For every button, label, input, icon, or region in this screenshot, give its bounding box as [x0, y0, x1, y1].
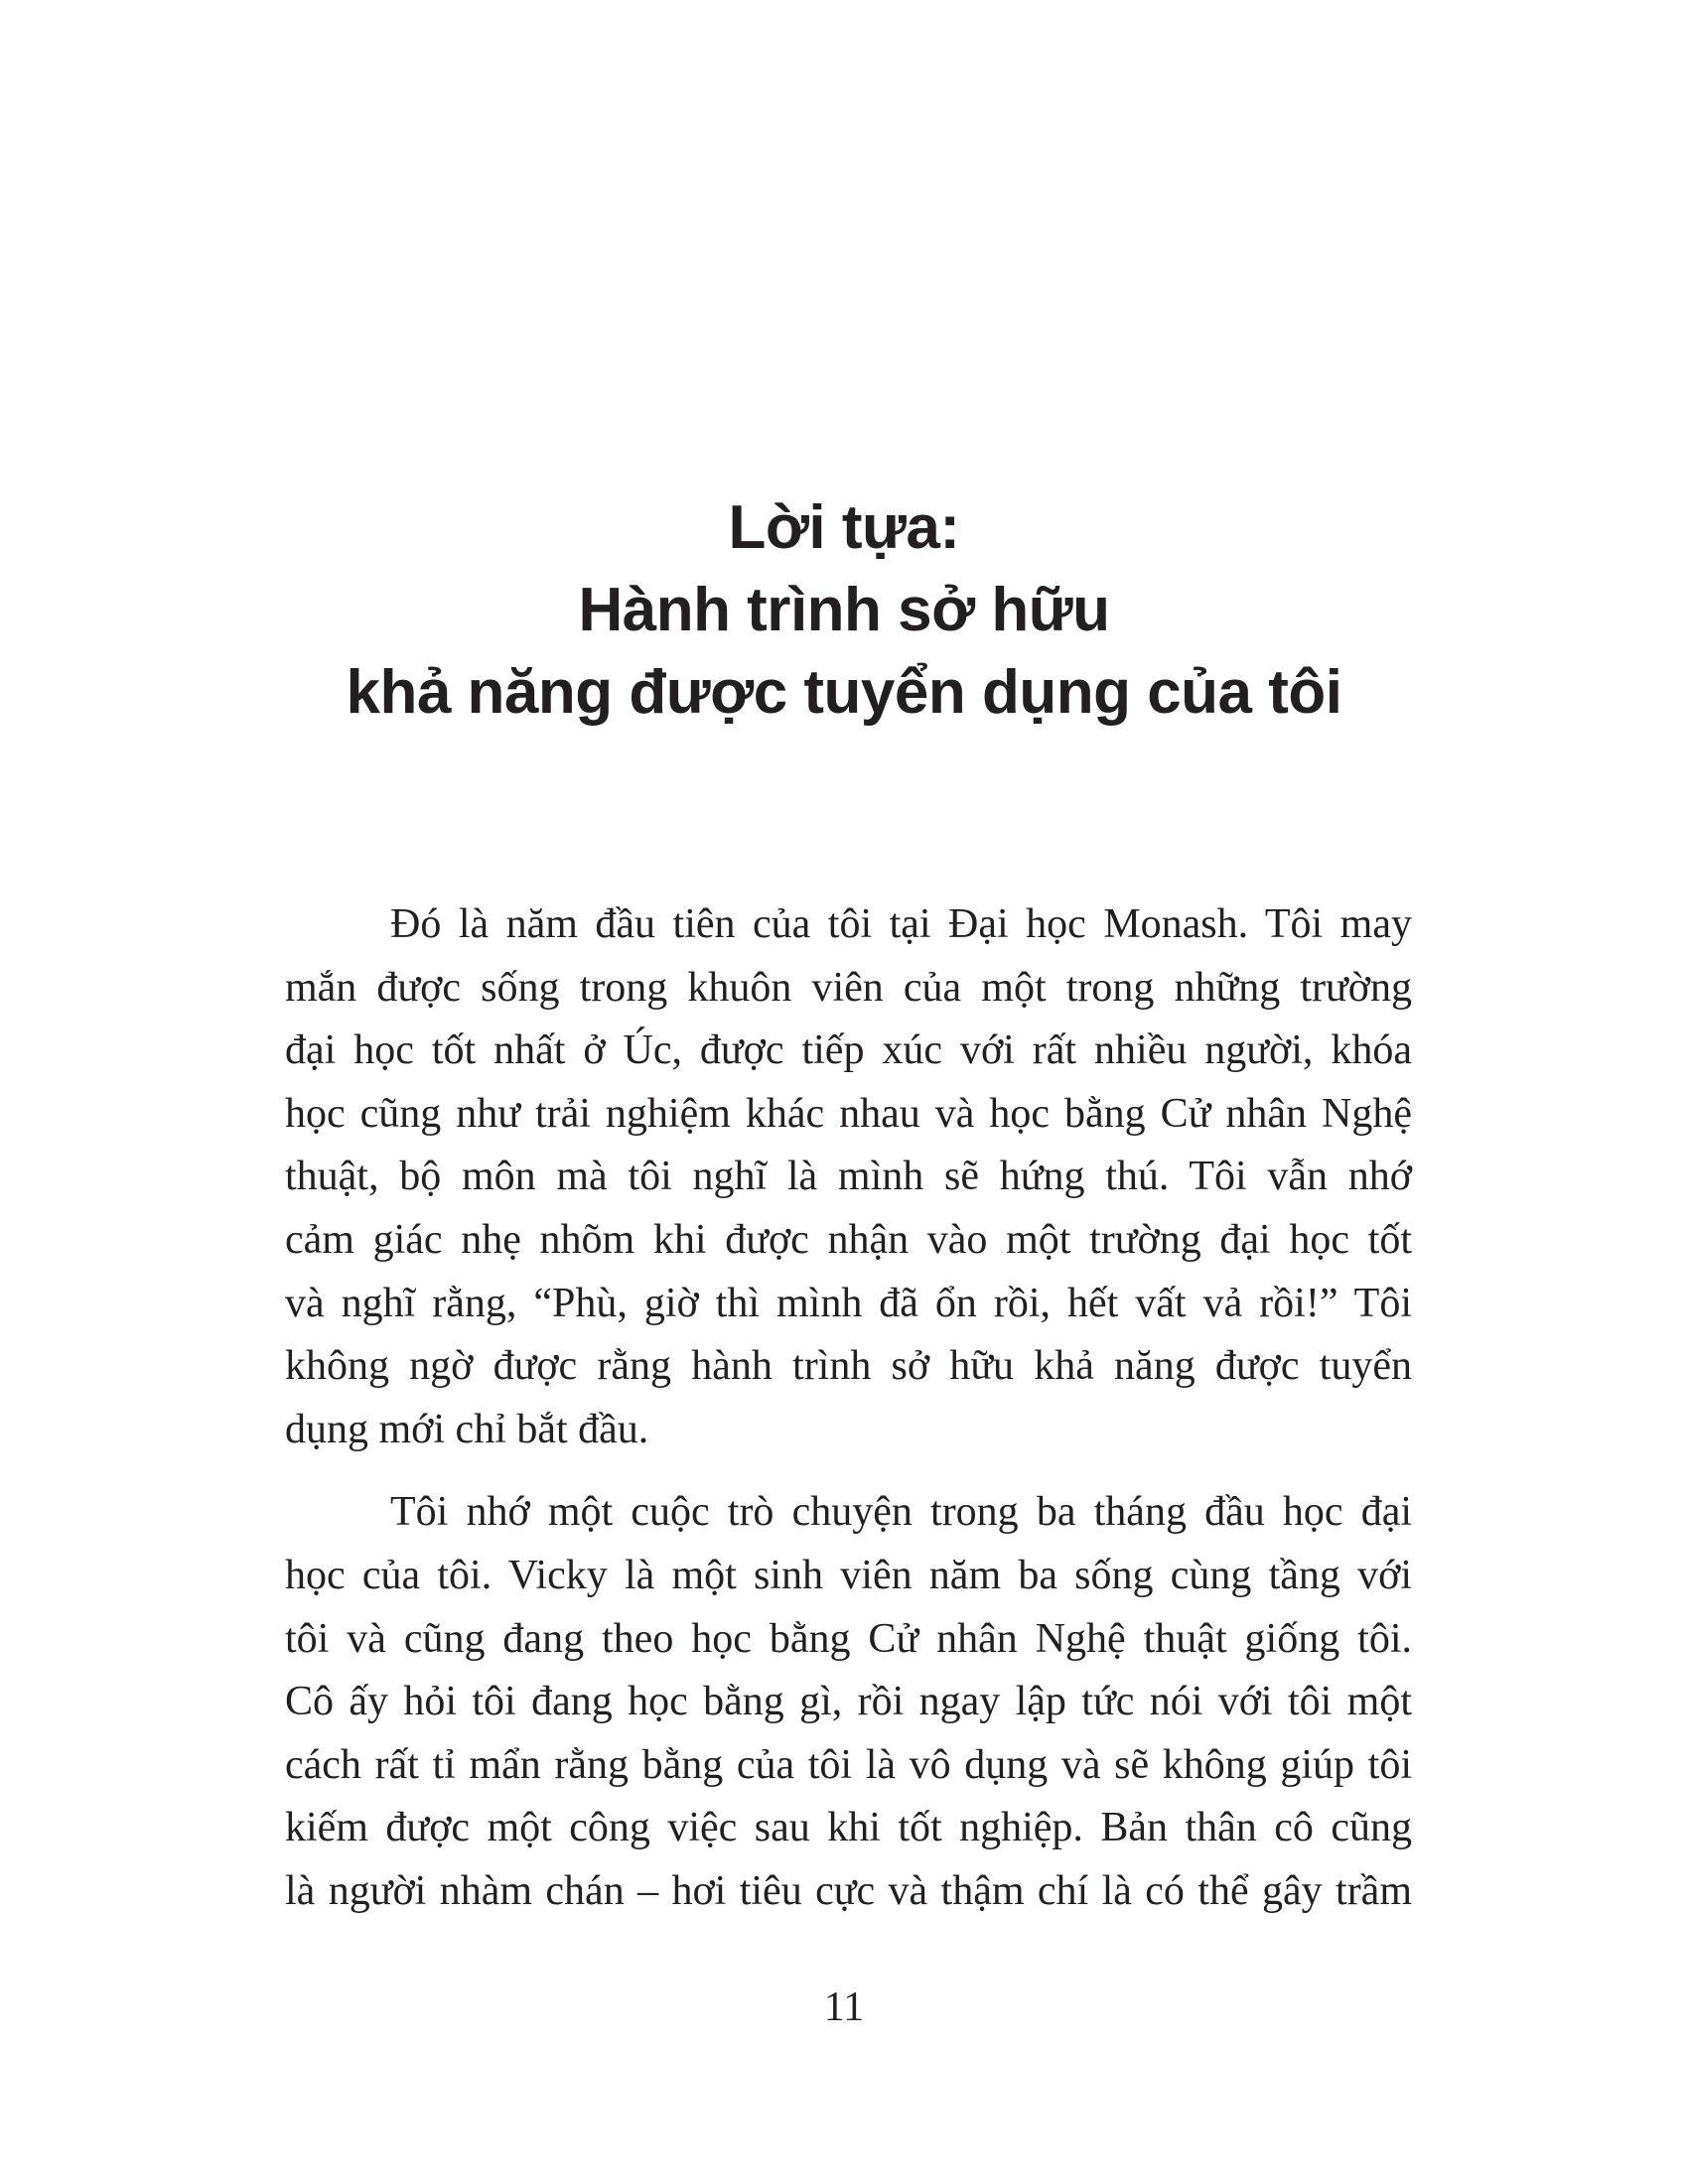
text-line: Tôi nhớ một cuộc trò chuyện trong ba tháng đầu học đại: [390, 1489, 1412, 1536]
chapter-heading: [0, 486, 1688, 734]
heading-line: Hành trình sở hữu: [578, 576, 1110, 644]
text-line: cảm giác nhẹ nhõm khi được nhận vào một trường đại học tốt: [285, 1216, 1412, 1263]
text-line: đại học tốt nhất ở Úc, được tiếp xúc với rất nhiều người, khóa: [285, 1027, 1412, 1074]
text-line: và nghĩ rằng, “Phù, giờ thì mình đã ổn rồi, hết vất vả rồi!” Tôi: [285, 1280, 1412, 1326]
paragraph: [285, 1481, 1412, 1923]
body-text: [285, 893, 1412, 1924]
text-line: không ngờ được rằng hành trình sở hữu khả năng được tuyển: [285, 1343, 1412, 1390]
text-line: học cũng như trải nghiệm khác nhau và học bằng Cử nhân Nghệ: [285, 1090, 1412, 1137]
text-line: dụng mới chỉ bắt đầu.: [285, 1406, 649, 1452]
heading-line: Lời tựa:: [728, 493, 960, 562]
text-line: học của tôi. Vicky là một sinh viên năm ba sống cùng tầng với: [285, 1552, 1412, 1598]
text-line: mắn được sống trong khuôn viên của một trong những trường: [285, 964, 1412, 1011]
text-line: Cô ấy hỏi tôi đang học bằng gì, rồi ngay lập tức nói với tôi một: [285, 1679, 1412, 1725]
page-number: 11: [823, 1984, 865, 2030]
text-line: kiếm được một công việc sau khi tốt nghiệp. Bản thân cô cũng: [285, 1805, 1412, 1851]
text-line: tôi và cũng đang theo học bằng Cử nhân Nghệ thuật giống tôi.: [285, 1615, 1412, 1662]
paragraph: [285, 893, 1412, 1461]
text-line: thuật, bộ môn mà tôi nghĩ là mình sẽ hứng thú. Tôi vẫn nhớ: [285, 1154, 1412, 1200]
heading-line: khả năng được tuyển dụng của tôi: [346, 658, 1342, 727]
text-line: Đó là năm đầu tiên của tôi tại Đại học Monash. Tôi may: [390, 901, 1412, 947]
text-line: cách rất tỉ mẩn rằng bằng của tôi là vô dụng và sẽ không giúp tôi: [285, 1741, 1412, 1788]
text-line: là người nhàm chán – hơi tiêu cực và thậm chí là có thể gây trầm: [285, 1867, 1412, 1914]
